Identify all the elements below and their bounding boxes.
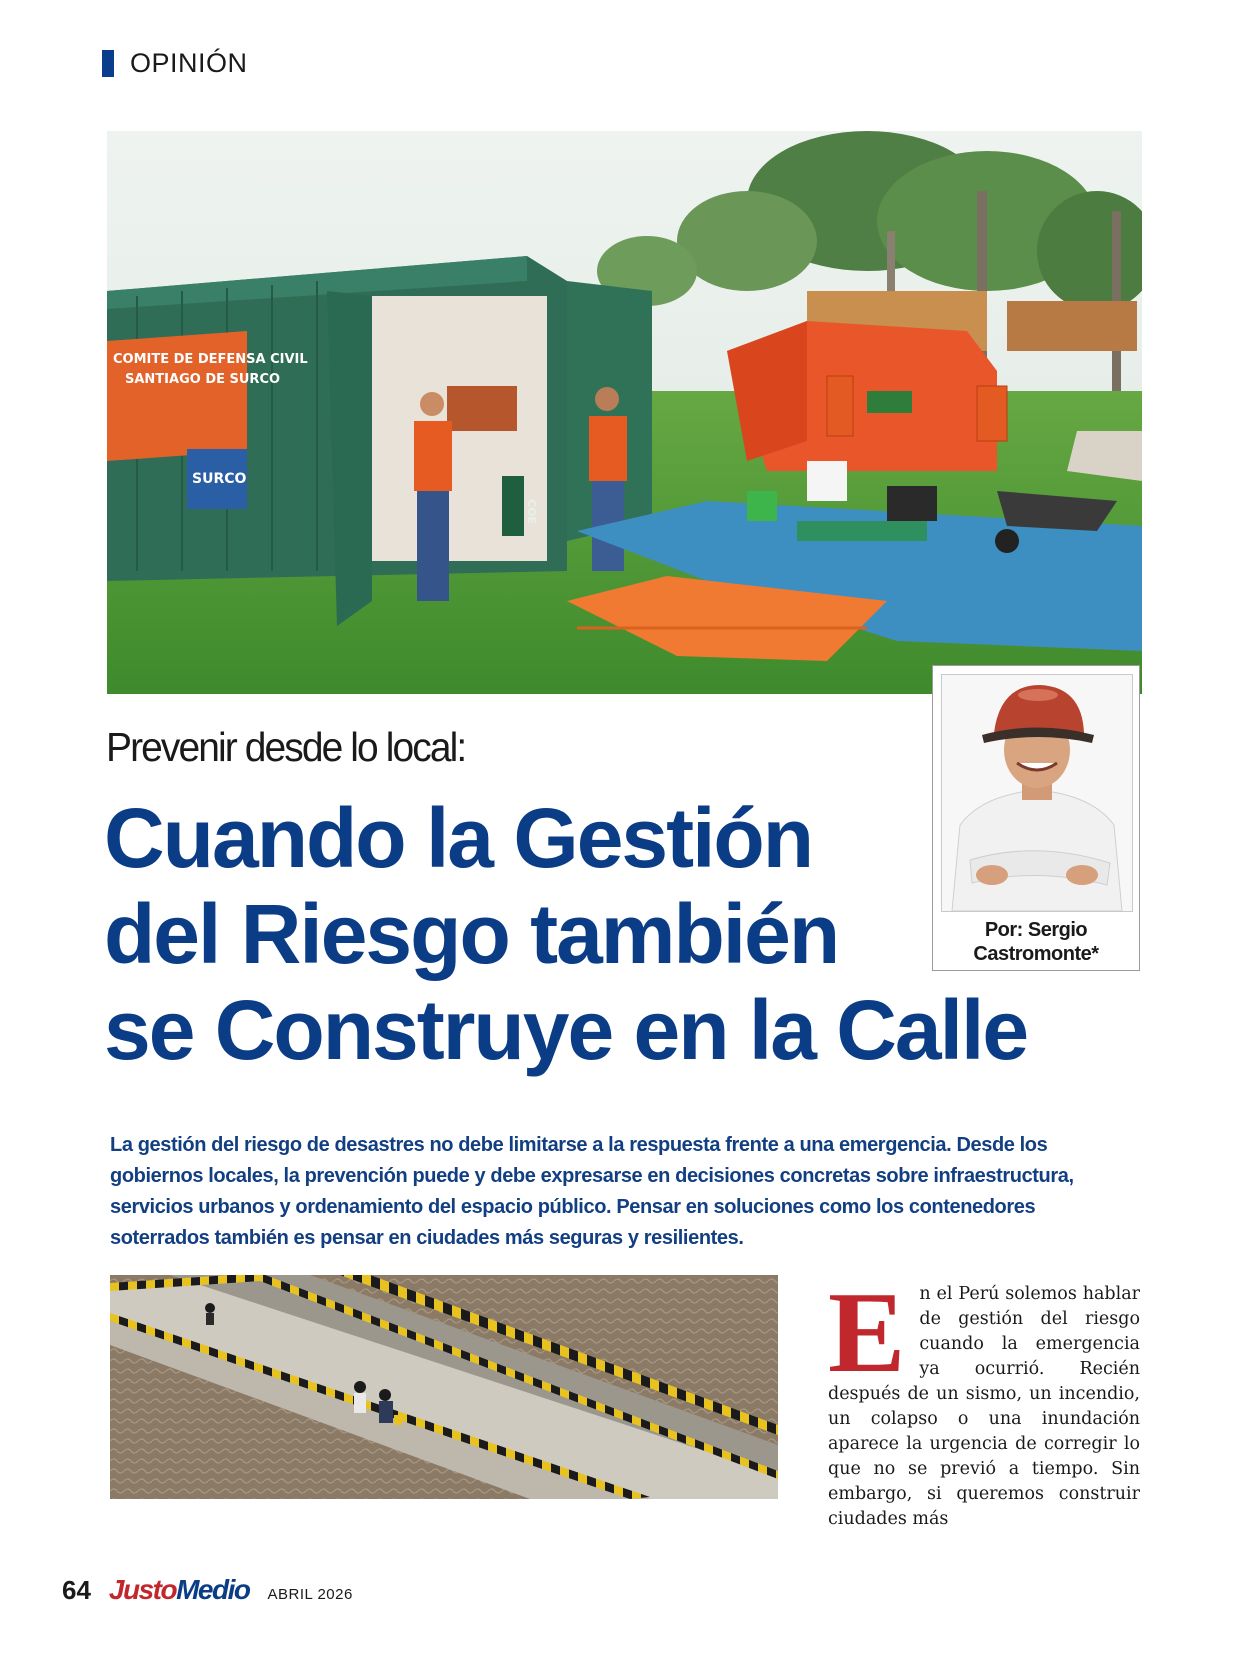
headline-line-1: Cuando la Gestión — [104, 791, 813, 885]
magazine-logo-part1: Justo — [108, 1574, 177, 1605]
drop-cap: E — [828, 1269, 906, 1397]
headline-line-3: se Construye en la Calle — [104, 983, 1028, 1077]
page-footer — [62, 1574, 353, 1606]
headline — [104, 790, 1134, 1078]
magazine-logo — [109, 1574, 250, 1606]
page-number: 64 — [62, 1575, 91, 1605]
author-byline-line2: Castromonte* — [973, 943, 1099, 965]
container-sign-line2: SANTIAGO DE SURCO — [125, 372, 281, 387]
headline-line-2: del Riesgo también — [104, 887, 839, 981]
container-sign-line1: COMITE DE DEFENSA CIVIL — [113, 352, 308, 367]
section-header — [102, 48, 248, 78]
issue-date: ABRIL 2026 — [267, 1586, 353, 1603]
section-label: OPINIÓN — [130, 47, 248, 78]
author-byline-line1: Por: Sergio — [984, 919, 1088, 941]
bridge-photo — [110, 1275, 778, 1499]
coe-label: COE — [525, 499, 538, 524]
section-bar — [102, 50, 114, 77]
body-paragraph: n el Perú solemos hablar de gestión del riesgo cuando la emergencia ya ocurrió. Recién después de un sismo, un incendio, un colapso o una inundación aparece la urgencia de corregir lo que no se previó a tiempo. Sin embargo, si queremos construir ciudades más — [828, 1284, 1140, 1529]
main-photo — [107, 131, 1142, 694]
kicker: Prevenir desde lo local: — [106, 724, 466, 770]
body-text — [828, 1269, 1140, 1532]
magazine-logo-part2: Medio — [176, 1574, 250, 1605]
container-logo: SURCO — [192, 471, 247, 487]
lead-paragraph: La gestión del riesgo de desastres no debe limitarse a la respuesta frente a una emergencia. Desde los gobiernos locales, la prevención puede y debe expresarse en decisiones concretas sobre infraestructura, servicios urbanos y ordenamiento del espacio público. Pensar en soluciones como los contenedores soterrados también es pensar en ciudades más seguras y resilientes. — [110, 1134, 1074, 1249]
